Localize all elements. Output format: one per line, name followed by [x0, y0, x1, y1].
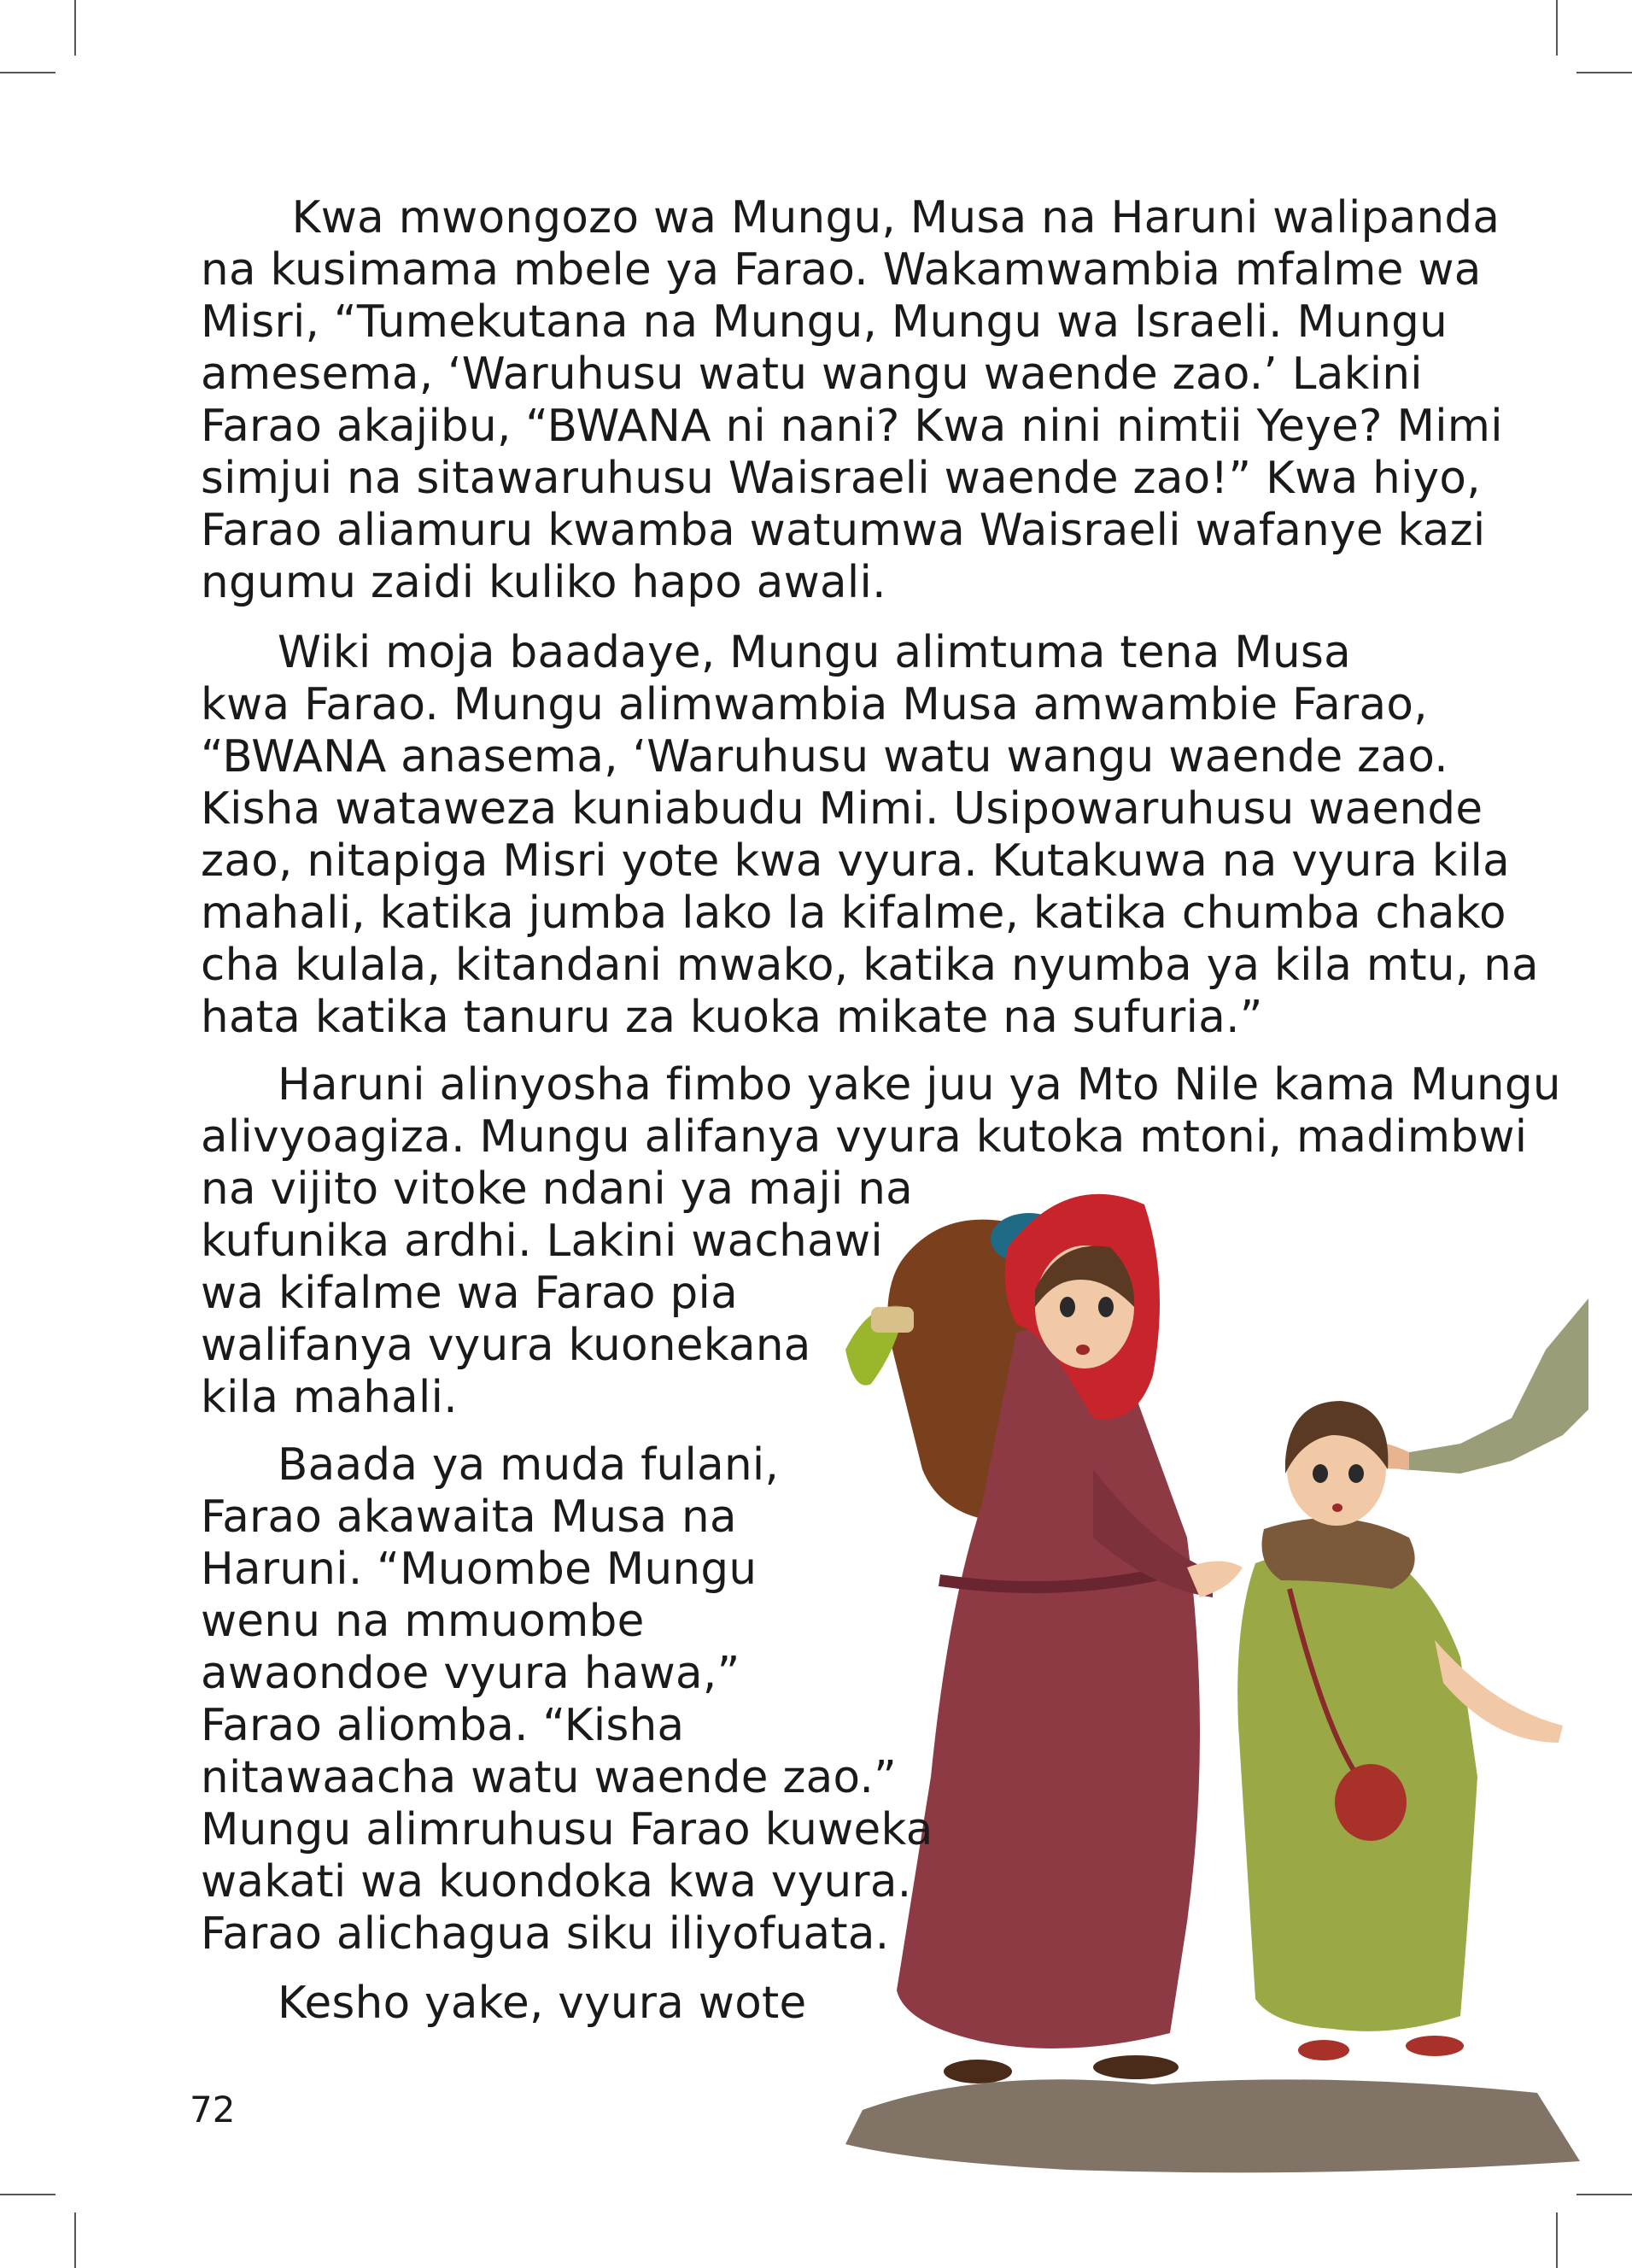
text-line: Wiki moja baadaye, Mungu alimtuma tena Musa: [278, 627, 1351, 678]
woman-sandal-left: [944, 2060, 1012, 2083]
text-line: Farao akawaita Musa na: [201, 1491, 737, 1543]
text-line: alivyoagiza. Mungu alifanya vyura kutoka mtoni, madimbwi: [201, 1111, 1528, 1163]
text-line: Kesho yake, vyura wote: [278, 1978, 807, 2029]
text-line: nitawaacha watu waende zao.”: [201, 1752, 898, 1803]
text-line: hata katika tanuru za kuoka mikate na sufuria.”: [201, 992, 1263, 1043]
text-line: Farao alichagua siku iliyofuata.: [201, 1908, 890, 1960]
girl-eye-right: [1348, 1464, 1364, 1483]
adult-arm: [1401, 1298, 1588, 1474]
text-line: na vijito vitoke ndani ya maji na: [201, 1163, 914, 1215]
text-line: simjui na sitawaruhusu Waisraeli waende zao!” Kwa hiyo,: [201, 453, 1481, 504]
girl-eye-left: [1313, 1464, 1328, 1483]
crop-mark-bottom-right-h: [1576, 2194, 1632, 2195]
text-line: Baada ya muda fulani,: [278, 1439, 780, 1491]
crop-mark-top-right-v: [1556, 0, 1558, 56]
text-line: wakati wa kuondoka kwa vyura.: [201, 1856, 912, 1908]
girl-sandal-left: [1298, 2040, 1349, 2060]
text-line: Kisha wataweza kuniabudu Mimi. Usipowaruhusu waende: [201, 783, 1483, 835]
crop-mark-top-right-h: [1576, 72, 1632, 73]
woman-eye-right: [1098, 1297, 1114, 1317]
crop-mark-bottom-left-h: [0, 2194, 56, 2195]
text-line: Misri, “Tumekutana na Mungu, Mungu wa Israeli. Mungu: [201, 296, 1448, 348]
girl-scarf: [1262, 1518, 1415, 1589]
crop-mark-bottom-left-v: [74, 2212, 76, 2268]
illustration-woman-and-girl: [811, 1179, 1588, 2178]
text-line: walifanya vyura kuonekana: [201, 1320, 811, 1371]
text-line: zao, nitapiga Misri yote kwa vyura. Kutakuwa na vyura kila: [201, 835, 1510, 887]
text-line: cha kulala, kitandani mwako, katika nyumba ya kila mtu, na: [201, 940, 1539, 991]
woman-mouth: [1076, 1345, 1090, 1355]
text-line: ngumu zaidi kuliko hapo awali.: [201, 557, 886, 608]
text-line: awaondoe vyura hawa,”: [201, 1648, 740, 1699]
text-line: na kusimama mbele ya Farao. Wakamwambia mfalme wa: [201, 244, 1482, 296]
text-line: Farao aliamuru kwamba watumwa Waisraeli wafanye kazi: [201, 505, 1486, 556]
text-line: Kwa mwongozo wa Mungu, Musa na Haruni walipanda: [278, 192, 1500, 243]
text-line: kila mahali.: [201, 1372, 458, 1423]
text-line: Haruni. “Muombe Mungu: [201, 1544, 758, 1595]
text-line: Haruni alinyosha fimbo yake juu ya Mto Nile kama Mungu: [278, 1059, 1561, 1111]
text-line: kufunika ardhi. Lakini wachawi: [201, 1216, 883, 1267]
crop-mark-top-left-v: [74, 0, 76, 56]
text-line: Mungu alimruhusu Farao kuweka: [201, 1804, 933, 1855]
girl-sandal-right: [1406, 2036, 1464, 2056]
woman-eye-left: [1060, 1297, 1075, 1317]
text-line: mahali, katika jumba lako la kifalme, katika chumba chako: [201, 888, 1506, 939]
page-number: 72: [190, 2089, 236, 2130]
gourd-cork: [871, 1307, 914, 1333]
text-line: kwa Farao. Mungu alimwambia Musa amwambie Farao,: [201, 679, 1428, 730]
text-line: Farao akajibu, “BWANA ni nani? Kwa nini nimtii Yeye? Mimi: [201, 401, 1503, 452]
crop-mark-bottom-right-v: [1556, 2212, 1558, 2268]
text-line: wa kifalme wa Farao pia: [201, 1268, 738, 1319]
crop-mark-top-left-h: [0, 72, 56, 73]
ground-shadow: [845, 2079, 1580, 2172]
text-line: amesema, ‘Waruhusu watu wangu waende zao.’ Lakini: [201, 349, 1423, 400]
girl-pouch: [1335, 1764, 1407, 1841]
girl-mouth: [1332, 1503, 1342, 1512]
text-line: wenu na mmuombe: [201, 1596, 645, 1647]
woman-sandal-right: [1093, 2055, 1179, 2079]
text-line: “BWANA anasema, ‘Waruhusu watu wangu waende zao.: [201, 731, 1448, 782]
text-line: Farao aliomba. “Kisha: [201, 1700, 685, 1751]
